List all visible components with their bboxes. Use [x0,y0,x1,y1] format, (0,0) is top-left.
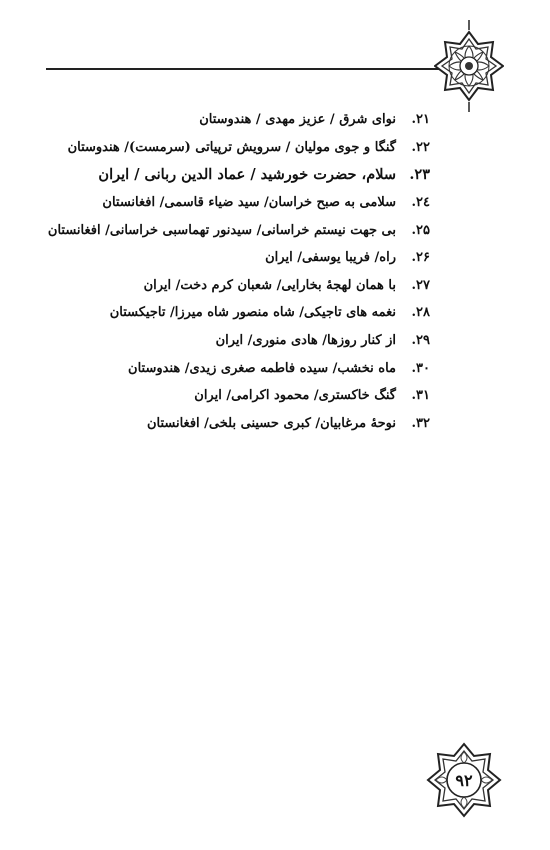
toc-list [40,106,430,437]
toc-item [40,161,430,189]
toc-item [40,327,430,355]
item-entry: با همان لهجۀ بخارایی/ شعبان کرم دخت/ ایران [143,277,396,293]
toc-item [40,216,430,244]
item-number: ۲۱. [411,112,430,128]
header-rule [46,68,446,70]
item-entry: سلامی به صبح خراسان/ سید ضیاء قاسمی/ افغانستان [102,195,396,211]
item-number: ۳۲. [411,415,430,431]
page-number: ۹۲ [455,770,473,790]
item-number: ۲۵. [411,222,430,238]
item-entry: گنگا و جوی مولیان / سرویش ترپیاتی (سرمست)/ هندوستان [67,139,396,155]
item-entry: بی جهت نیستم خراسانی/ سیدنور تهماسبی خراسانی/ افغانستان [47,222,396,238]
item-entry: راه/ فریبا یوسفی/ ایران [265,250,396,266]
toc-item [40,354,430,382]
item-number: ۲۶. [411,250,430,266]
toc-item [40,382,430,410]
item-number: ۲۹. [411,333,430,349]
item-entry: نوحۀ مرغابیان/ کبری حسینی بلخی/ افغانستان [146,415,396,431]
item-number: ۳۱. [411,388,430,404]
item-entry: از کنار روزها/ هادی منوری/ ایران [215,333,396,349]
item-entry: سلام، حضرت خورشید / عماد الدین ربانی / ایران [98,166,396,184]
item-number: ۳۰. [411,360,430,376]
toc-item [40,189,430,217]
item-entry: نغمه های تاجیکی/ شاه منصور شاه میرزا/ تاجیکستان [109,305,396,321]
item-entry: گنگ خاکستری/ محمود اکرامی/ ایران [194,388,396,404]
item-number: ۲۳. [409,166,430,184]
item-number: ۲۷. [411,277,430,293]
item-number: ۲۸. [411,305,430,321]
star-rosette-icon [434,20,504,112]
item-number: ۲۲. [411,139,430,155]
toc-item [40,272,430,300]
item-entry: نوای شرق / عزیز مهدی / هندوستان [199,112,396,128]
toc-item [40,106,430,134]
toc-item [40,299,430,327]
toc-item [40,410,430,438]
item-number: ۲٤. [411,195,430,211]
toc-item [40,134,430,162]
item-entry: ماه نخشب/ سیده فاطمه صغری زیدی/ هندوستان [128,360,396,376]
toc-item [40,244,430,272]
